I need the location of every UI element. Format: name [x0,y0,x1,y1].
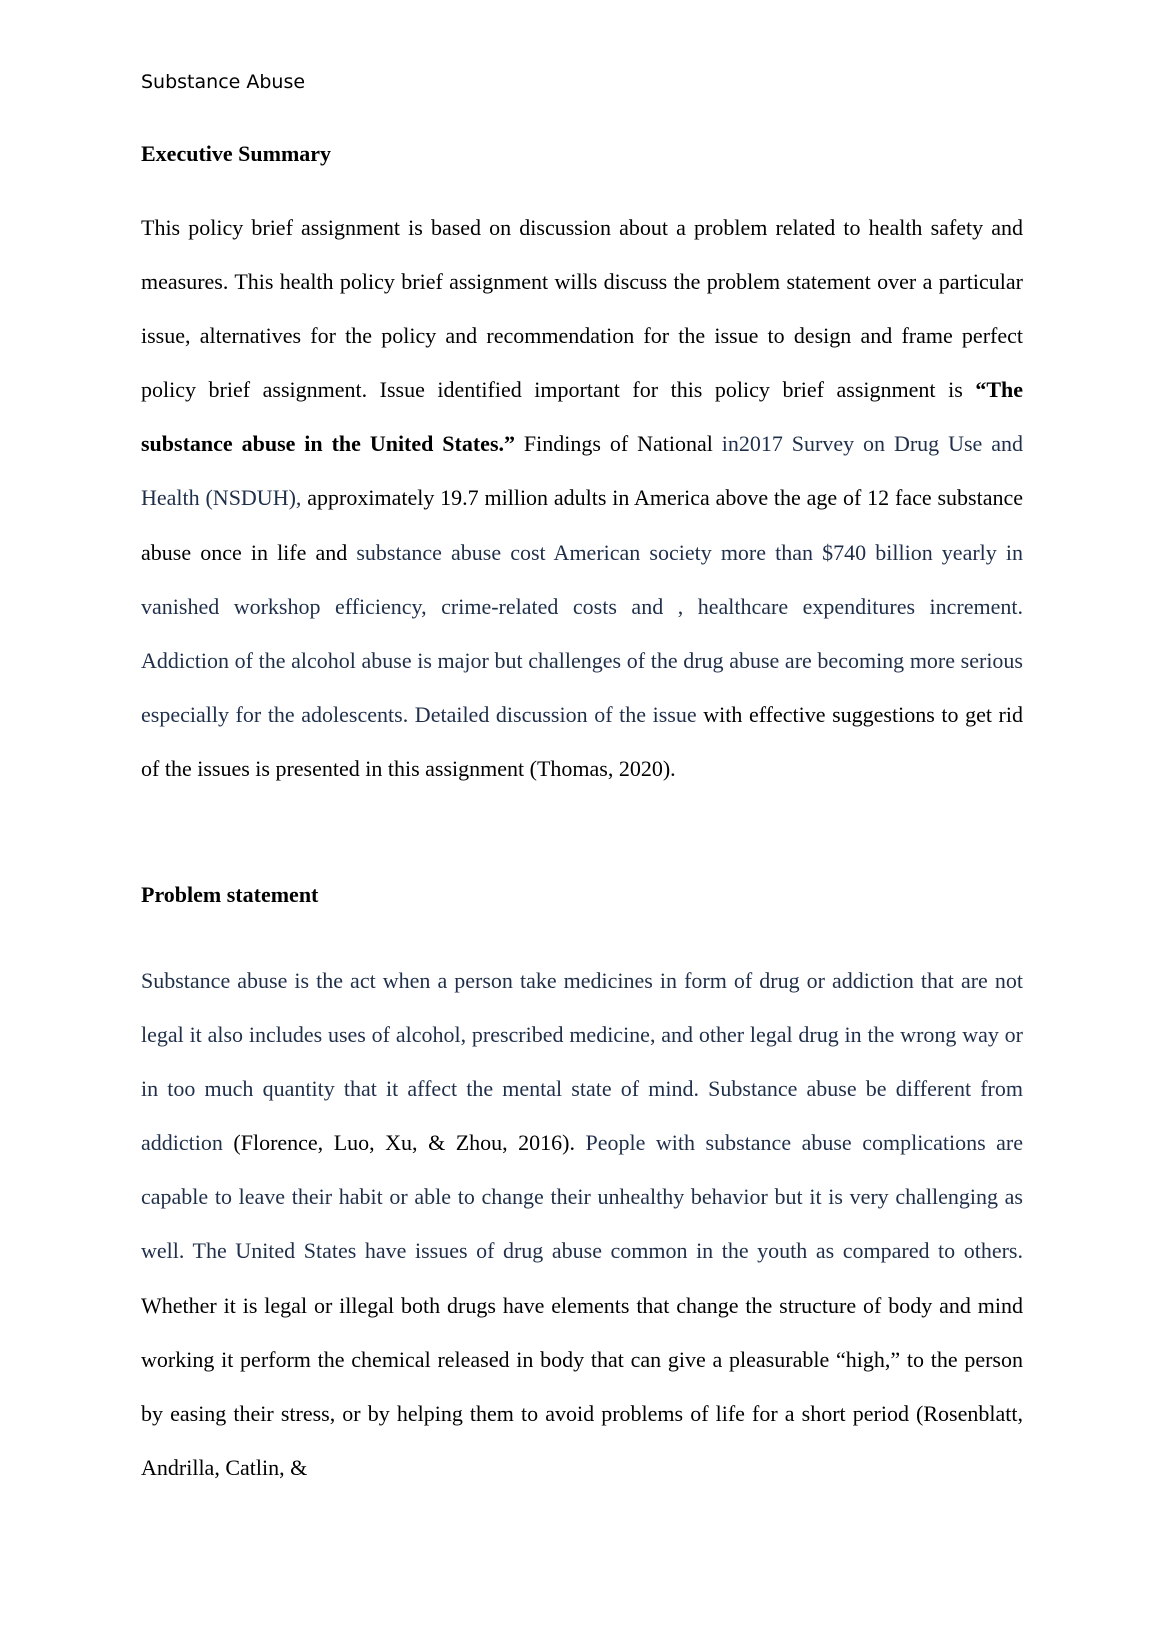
problem-statement-paragraph [141,954,1023,1495]
executive-summary-heading: Executive Summary [141,141,332,166]
problem-statement-heading: Problem statement [141,882,319,907]
exec-issue-title: “The substance abuse in the United States.” [141,377,1023,457]
problem-text-3: People with substance abuse complications are capable to leave their habit or able to change their unhealthy behavior but it is very challenging as well. The United States have issues of drug abuse common in the youth as compared to others. [141,1130,1023,1264]
exec-text-1: This policy brief assignment is based on discussion about a problem related to health safety and measures. This health policy brief assignment wills discuss the problem statement over a particular issue, alternatives for the policy and recommendation for the issue to design and frame perfect policy brief assignment. Issue identified important for this policy brief assignment is [141,215,1023,403]
executive-summary-paragraph [141,201,1023,796]
problem-text-1: Substance abuse is the act when a person take medicines in form of drug or addiction that are not legal it also includes uses of alcohol, prescribed medicine, and other legal drug in the wrong way or in too much quantity that it affect the mental state of mind. Substance abuse be different from addiction [141,968,1023,1156]
exec-survey-reference: in2017 Survey on Drug Use and Health (NSDUH), [141,431,1023,511]
exec-cost-text: substance abuse cost American society more than $740 billion yearly in vanished workshop efficiency, crime-related costs and , healthcare expenditures increment. Addiction of the alcohol abuse is major but challenges of the drug abuse are becoming more serious especially for the adolescents. Detailed discussion of the issue [141,539,1023,727]
problem-citation: (Florence, Luo, Xu, & Zhou, 2016). [233,1130,575,1156]
running-head: Substance Abuse [141,71,306,93]
exec-text-7: with effective suggestions to get rid of the issues is presented in this assignment (Thomas, 2020). [141,701,1023,781]
exec-text-5: approximately 19.7 million adults in America above the age of 12 face substance abuse once in life and [141,485,1023,565]
exec-text-3: Findings of National [515,431,722,457]
problem-text-4: Whether it is legal or illegal both drugs have elements that change the structure of body and mind working it perform the chemical released in body that can give a pleasurable “high,” to the person by easing their stress, or by helping them to avoid problems of life for a short period (Rosenblatt, Andrilla, Catlin, & [141,1292,1023,1480]
